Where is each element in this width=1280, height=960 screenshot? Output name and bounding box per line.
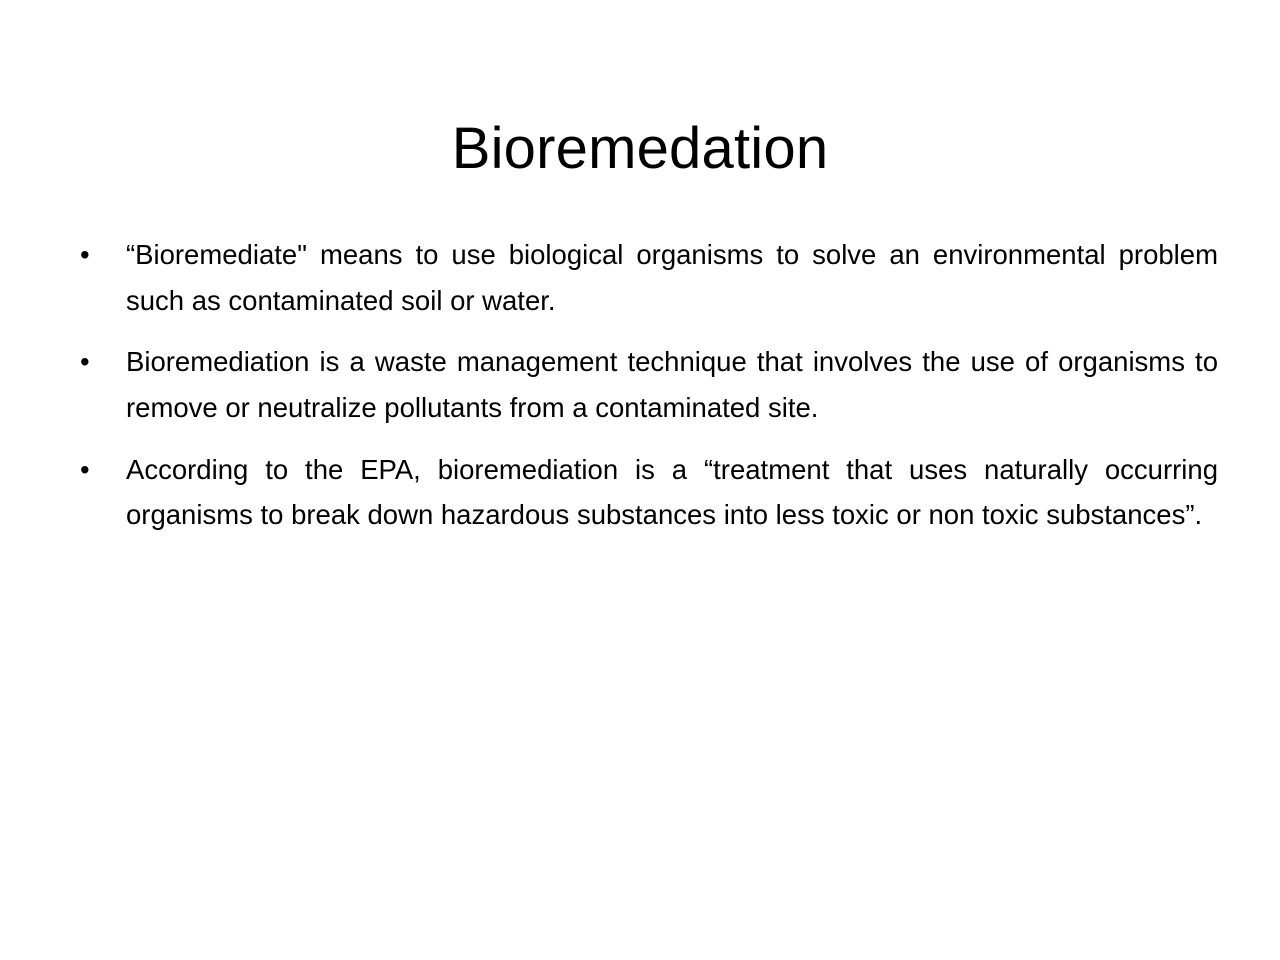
list-item-text: Bioremediation is a waste management technique that involves the use of organisms to remove or neutralize pollutants from a contaminated site. xyxy=(126,346,1218,423)
bullet-dot-icon: • xyxy=(80,239,90,270)
list-item-text: “Bioremediate" means to use biological organisms to solve an environmental problem such as contaminated soil or water. xyxy=(126,239,1218,316)
list-item-text: According to the EPA, bioremediation is a “treatment that uses naturally occurring organisms to break down hazardous substances into less toxic or non toxic substances”. xyxy=(126,453,1218,531)
slide-body xyxy=(68,232,1218,538)
page-title: Bioremedation xyxy=(451,115,829,181)
bullet-dot-icon: • xyxy=(80,346,90,378)
list-item xyxy=(68,339,1218,430)
bullet-dot-icon: • xyxy=(80,453,90,485)
bullet-list xyxy=(68,232,1218,538)
list-item xyxy=(68,447,1218,538)
list-item xyxy=(68,232,1218,323)
